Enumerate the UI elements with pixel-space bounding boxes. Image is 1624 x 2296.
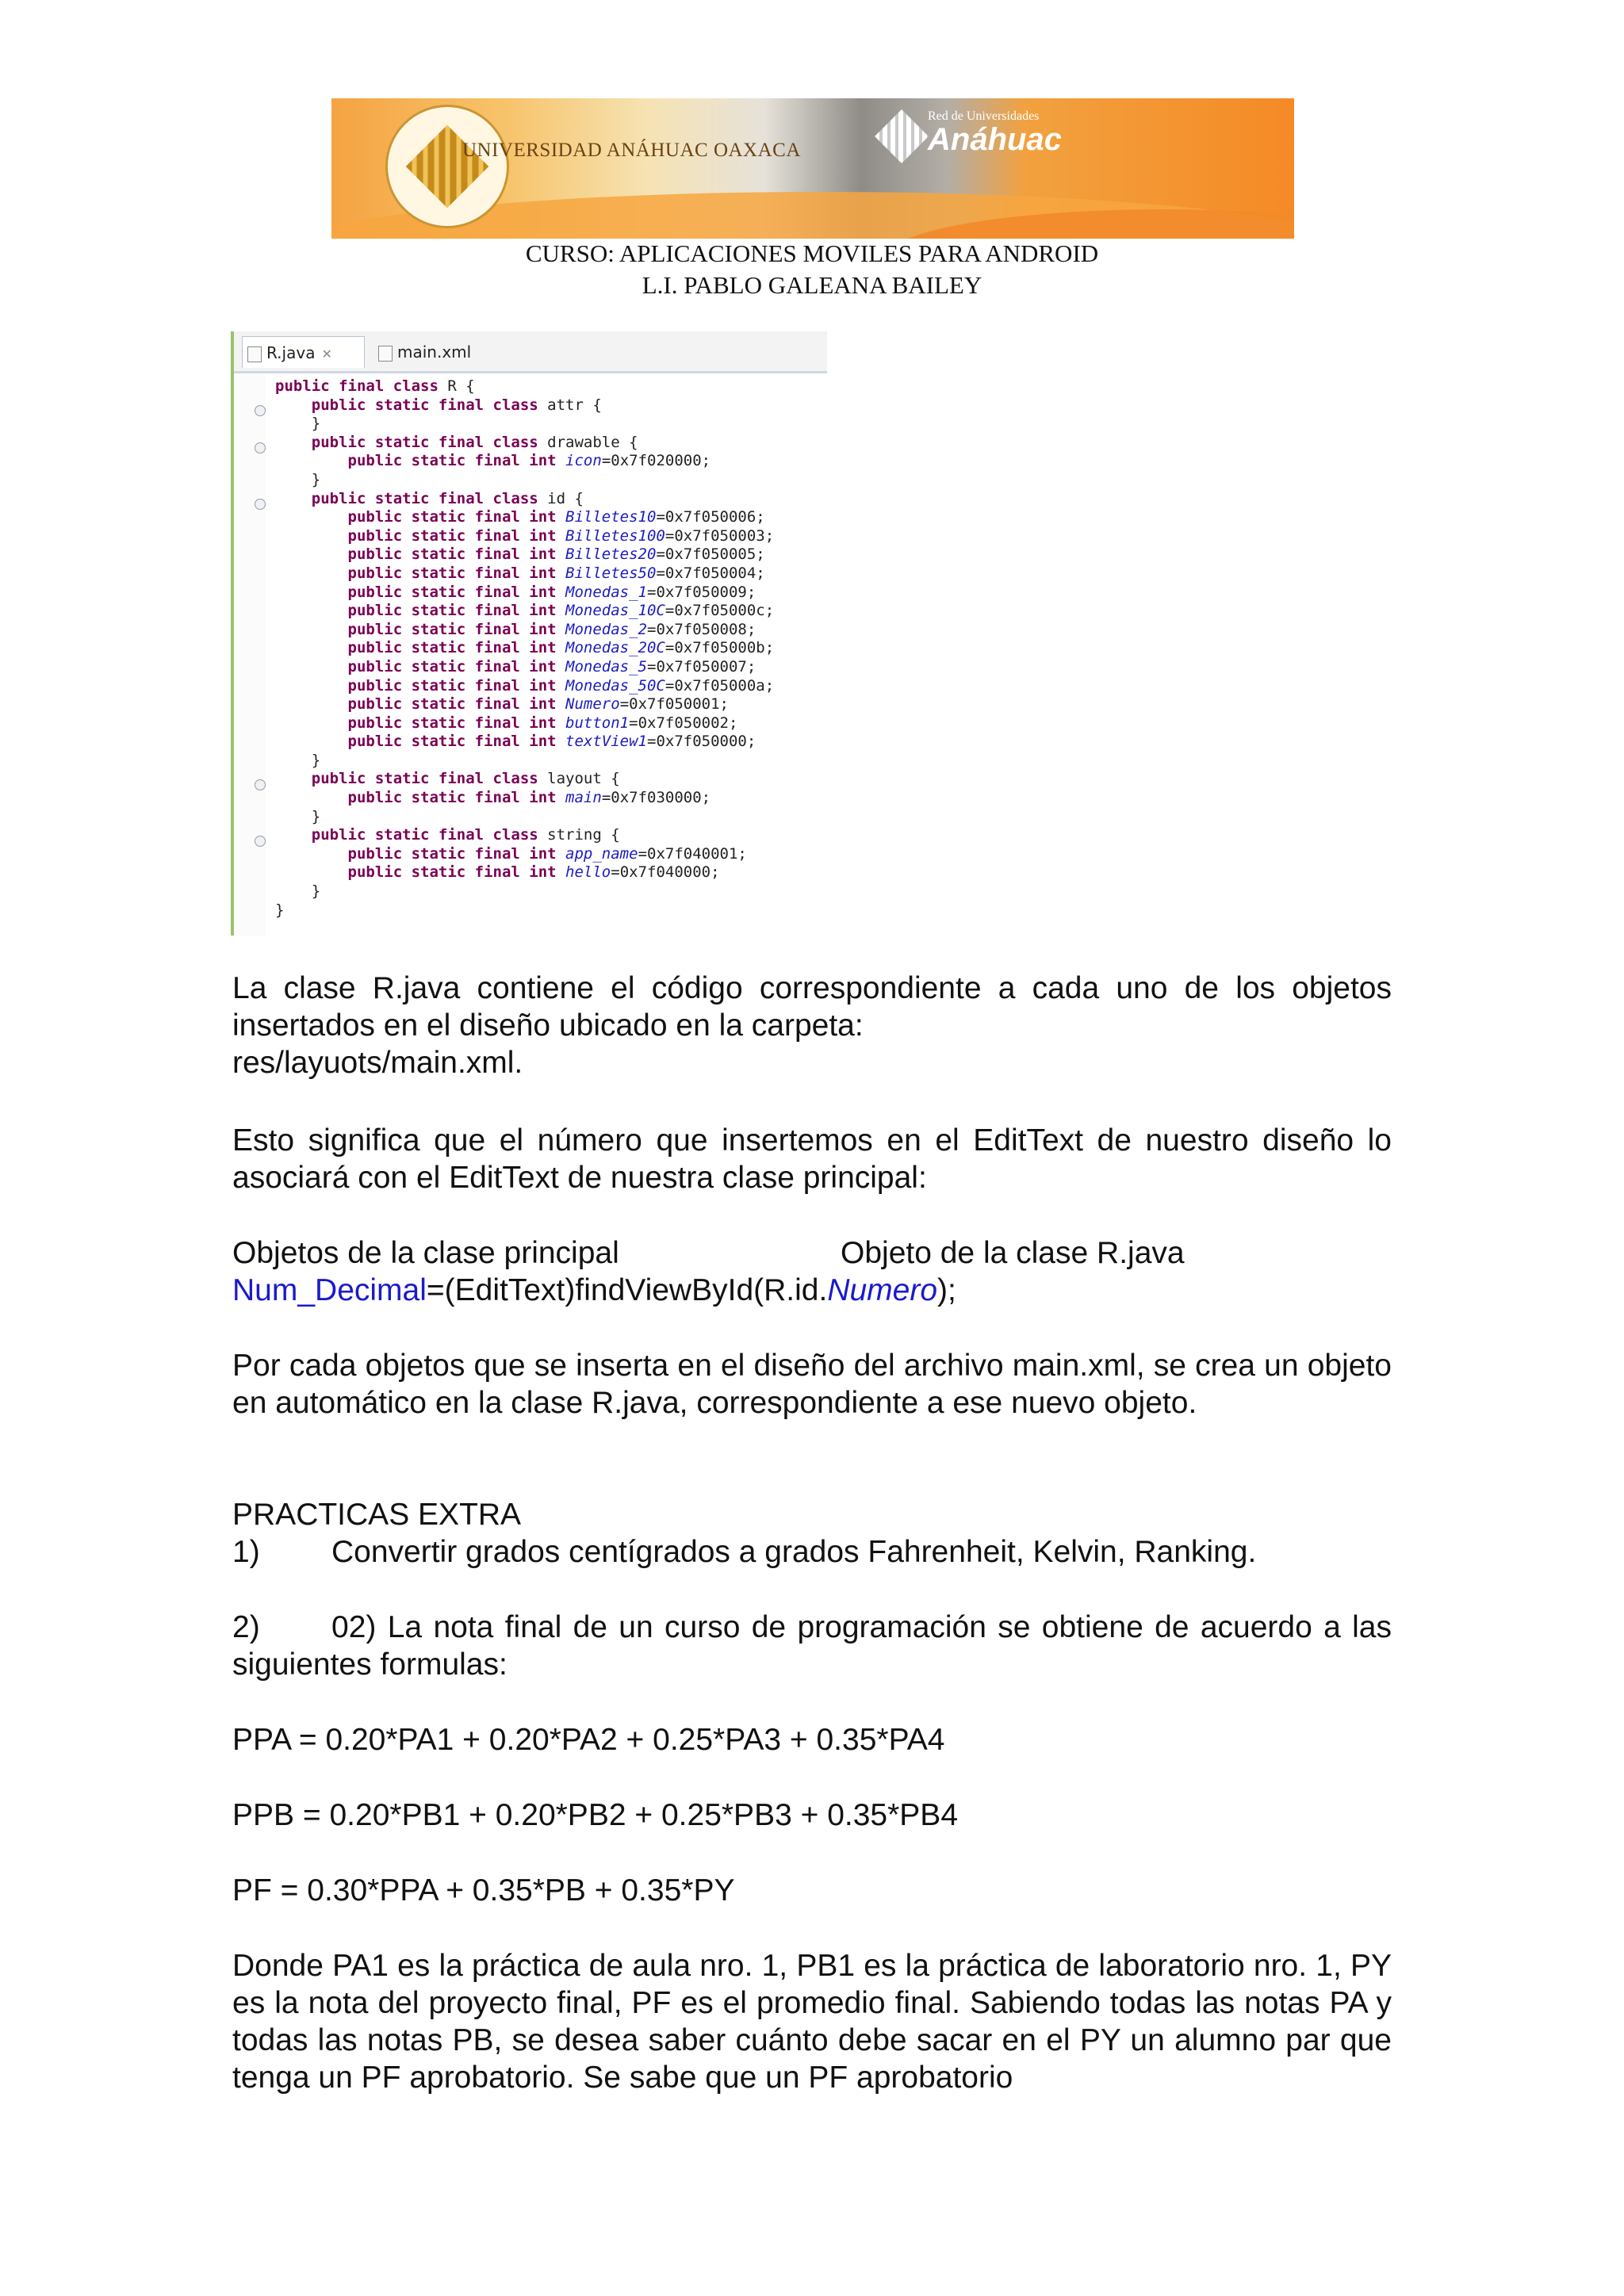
tab-main-xml (369, 336, 488, 368)
code-field-name: hello (565, 863, 611, 882)
code-keywords: public static final class (275, 396, 548, 414)
item-text: 02) La nota final de un curso de programación se obtiene de acuerdo a las siguientes formulas: (232, 1610, 1392, 1682)
section-title-extra: PRACTICAS EXTRA (232, 1498, 522, 1532)
code-editor-screenshot (231, 331, 827, 936)
code-field-name: textView1 (565, 733, 647, 751)
code-line (275, 658, 774, 677)
practice-item-1 (232, 1533, 1392, 1571)
code-field-name: app_name (565, 844, 638, 863)
code-field-name: Monedas_1 (565, 583, 647, 601)
code-text: } (275, 470, 321, 488)
code-keywords: public static final int (275, 526, 566, 545)
code-line (275, 882, 774, 901)
code-line (275, 396, 774, 415)
code-keywords: public static final int (275, 545, 566, 564)
university-banner (331, 98, 1294, 239)
item-number: 2) (232, 1610, 260, 1644)
code-value: =0x7f040000; (611, 863, 720, 882)
paragraph-definitions: Donde PA1 es la práctica de aula nro. 1, PB1 es la práctica de laboratorio nro. 1, PY es la nota del proyecto final, PF es el promedio final. Sabiendo todas las notas PA y todas las notas PB, se desea saber cuánto debe sacar en el PY un alumno par que tenga un PF aprobatorio. Se sabe que un PF aprobatorio (232, 1949, 1392, 2095)
university-name: UNIVERSIDAD ANÁHUAC OAXACA (462, 140, 801, 161)
xml-file-icon (378, 346, 393, 362)
code-field-name: Monedas_10C (565, 602, 665, 620)
code-value: =0x7f050001; (619, 695, 729, 714)
code-keywords: public static final int (275, 602, 566, 620)
anahuac-network-logo-icon (875, 109, 929, 163)
code-keywords: public static final int (275, 620, 566, 638)
code-line (275, 639, 774, 658)
code-keywords: public static final int (275, 639, 566, 657)
anahuac-network-logo (928, 109, 1062, 155)
code-field-name: Monedas_20C (565, 639, 665, 657)
fold-marker-icon (255, 779, 266, 790)
code-value: =0x7f05000b; (665, 639, 775, 657)
code-line (275, 752, 774, 771)
code-variable: Num_Decimal (232, 1273, 427, 1307)
code-value: =0x7f050000; (647, 733, 756, 751)
code-keywords: public static final int (275, 452, 566, 470)
code-text: } (275, 751, 321, 769)
tab-r-java (242, 336, 365, 368)
code-text: drawable { (547, 433, 638, 451)
code-keywords: public static final int (275, 733, 566, 751)
code-value: =0x7f050004; (656, 564, 765, 582)
code-line (275, 434, 774, 453)
code-value: =0x7f050005; (656, 545, 765, 564)
code-keywords: public final class (275, 377, 448, 395)
code-line (275, 527, 774, 546)
code-keywords: public static final int (275, 676, 566, 695)
code-field-name: Billetes10 (565, 508, 657, 526)
fold-marker-icon (255, 405, 266, 416)
code-line (275, 602, 774, 621)
code-keywords: public static final int (275, 695, 566, 714)
close-icon: ✕ (321, 346, 332, 362)
code-keywords: public static final int (275, 844, 566, 863)
code-keywords: public static final int (275, 714, 566, 732)
formula-ppa: PPA = 0.20*PA1 + 0.20*PA2 + 0.25*PA3 + 0.35*PA4 (232, 1723, 945, 1757)
code-field-name: Numero (565, 695, 620, 714)
code-value: =0x7f05000c; (665, 602, 775, 620)
fold-marker-icon (255, 836, 266, 847)
code-value: =0x7f050007; (647, 657, 756, 675)
code-keywords: public static final class (275, 770, 548, 788)
code-value: =0x7f050008; (647, 620, 756, 638)
code-keywords: public static final int (275, 564, 566, 582)
code-value: =0x7f030000; (601, 789, 711, 807)
item-text: Convertir grados centígrados a grados Fahrenheit, Kelvin, Ranking. (331, 1535, 1257, 1569)
code-keywords: public static final class (275, 433, 548, 451)
code-line (275, 695, 774, 714)
label-main-class-objects: Objetos de la clase principal (232, 1236, 619, 1270)
code-expression: =(EditText)findViewById(R.id. (426, 1273, 828, 1307)
code-field: Numero (827, 1273, 938, 1307)
code-value: =0x7f05000a; (665, 676, 775, 695)
code-value: =0x7f050006; (656, 508, 765, 526)
code-keywords: public static final int (275, 789, 566, 807)
code-text: string { (547, 826, 620, 844)
code-keywords: public static final int (275, 657, 566, 675)
network-name: Anáhuac (928, 122, 1062, 157)
columns-label-row (232, 1234, 1392, 1272)
code-keywords: public static final int (275, 583, 566, 601)
paragraph-text: La clase R.java contiene el código correspondiente a cada uno de los objetos insertados en el diseño ubicado en la carpeta: (232, 971, 1392, 1043)
code-field-name: Billetes100 (565, 526, 665, 545)
code-value: =0x7f050003; (665, 526, 775, 545)
code-text: attr { (547, 396, 602, 414)
formula-pf: PF = 0.30*PPA + 0.35*PB + 0.35*PY (232, 1873, 735, 1908)
code-line (275, 863, 774, 882)
code-line (275, 808, 774, 827)
code-text: } (275, 807, 321, 825)
university-seal-icon (385, 105, 509, 228)
code-line (275, 490, 774, 509)
code-line (275, 770, 774, 789)
java-code (275, 377, 774, 920)
paragraph-rjava-intro (232, 970, 1392, 1081)
code-end: ); (937, 1273, 956, 1307)
code-line (275, 714, 774, 733)
code-line (275, 545, 774, 564)
code-line (275, 584, 774, 603)
code-text: R { (447, 377, 475, 395)
code-line (275, 508, 774, 527)
fold-marker-icon (255, 499, 266, 510)
code-field-name: Monedas_50C (565, 676, 665, 695)
paragraph-edittext: Esto significa que el número que insertemos en el EditText de nuestro diseño lo asociará con el EditText de nuestra clase principal: (232, 1123, 1392, 1195)
code-keywords: public static final int (275, 863, 566, 882)
code-line (275, 452, 774, 471)
code-field-name: Monedas_5 (565, 657, 647, 675)
tab-label: main.xml (397, 342, 472, 362)
code-line (275, 377, 774, 396)
code-line (275, 826, 774, 845)
network-small-label: Red de Universidades (928, 109, 1040, 123)
formula-ppb: PPB = 0.20*PB1 + 0.20*PB2 + 0.25*PB3 + 0.35*PB4 (232, 1798, 959, 1832)
java-file-icon (247, 346, 262, 362)
code-text: } (275, 882, 321, 901)
code-line (275, 471, 774, 490)
code-line (275, 901, 774, 920)
code-value: =0x7f020000; (601, 452, 711, 470)
teacher-name: L.I. PABLO GALEANA BAILEY (642, 271, 982, 299)
code-keywords: public static final class (275, 826, 548, 844)
code-line (275, 621, 774, 640)
code-example-line (232, 1272, 1392, 1309)
label-rjava-object: Objeto de la clase R.java (841, 1236, 1185, 1270)
tab-label: R.java (266, 343, 316, 362)
code-field-name: Billetes20 (565, 545, 657, 564)
paragraph-auto-objects: Por cada objetos que se inserta en el diseño del archivo main.xml, se crea un objeto en automático en la clase R.java, correspondiente a ese nuevo objeto. (232, 1349, 1392, 1420)
editor-tab-bar (234, 331, 827, 373)
code-value: =0x7f040001; (638, 844, 747, 863)
code-text: } (275, 415, 321, 433)
code-text: layout { (547, 770, 620, 788)
practice-item-2 (232, 1609, 1392, 1683)
code-field-name: Billetes50 (565, 564, 657, 582)
fold-marker-icon (255, 442, 266, 453)
code-line (275, 845, 774, 864)
code-line (275, 564, 774, 584)
code-keywords: public static final class (275, 489, 548, 507)
code-line (275, 677, 774, 696)
code-line (275, 789, 774, 808)
code-field-name: icon (565, 452, 602, 470)
code-line (275, 415, 774, 434)
course-title: CURSO: APLICACIONES MOVILES PARA ANDROID (525, 239, 1099, 267)
code-value: =0x7f050009; (647, 583, 756, 601)
item-number: 1) (232, 1535, 260, 1569)
code-line (275, 733, 774, 752)
code-keywords: public static final int (275, 508, 566, 526)
code-field-name: Monedas_2 (565, 620, 647, 638)
folder-path: res/layuots/main.xml. (232, 1046, 523, 1080)
code-text: id { (547, 489, 584, 507)
code-value: =0x7f050002; (629, 714, 738, 732)
code-field-name: main (565, 789, 602, 807)
code-field-name: button1 (565, 714, 630, 732)
editor-gutter (234, 373, 266, 936)
code-text: } (275, 901, 285, 919)
